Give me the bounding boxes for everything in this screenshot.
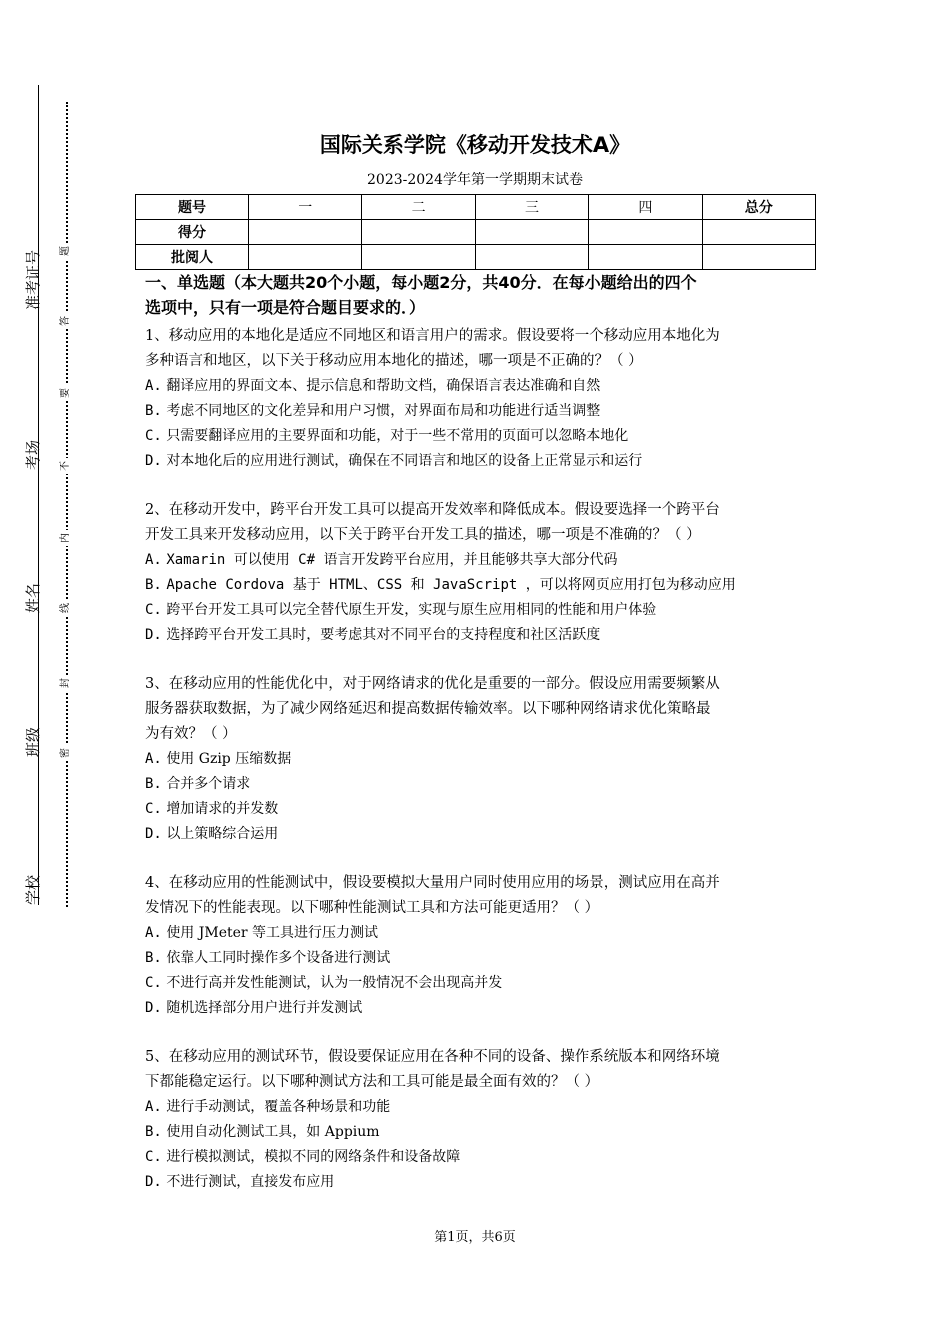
score-table [135, 194, 816, 270]
seal-char: 要 [58, 385, 74, 401]
option-letter: B. [145, 776, 162, 792]
question-stem-line: 开发工具来开发移动应用，以下关于跨平台开发工具的描述，哪一项是不准确的？（ ） [145, 527, 701, 543]
score-header-cell: 二 [362, 195, 475, 220]
question-stem-line: 服务器获取数据，为了减少网络延迟和提高数据传输效率。以下哪种网络请求优化策略最 [145, 701, 711, 717]
option-a[interactable] [145, 921, 815, 946]
score-row [136, 220, 816, 245]
option-b[interactable] [145, 772, 815, 797]
option-letter: C. [145, 602, 162, 618]
option-letter: A. [145, 925, 162, 941]
school-label: 学校 [24, 875, 42, 906]
seal-char: 线 [58, 600, 74, 616]
option-c[interactable] [145, 971, 815, 996]
option-text: Xamarin 可以使用 C# 语言开发跨平台应用，并且能够共享大部分代码 [166, 552, 618, 568]
seal-char: 内 [58, 530, 74, 546]
option-letter: D. [145, 627, 162, 643]
score-header-cell: 一 [249, 195, 362, 220]
grader-cell [475, 245, 588, 270]
option-d[interactable] [145, 822, 815, 847]
option-d[interactable] [145, 623, 815, 648]
option-a[interactable] [145, 1095, 815, 1120]
option-text: 只需要翻译应用的主要界面和功能，对于一些不常用的页面可以忽略本地化 [166, 428, 629, 444]
name-field [14, 568, 50, 628]
grader-cell [589, 245, 702, 270]
score-header-cell: 题号 [136, 195, 249, 220]
option-text: Apache Cordova 基于 HTML、CSS 和 JavaScript ，可以将网页应用打包为移动应用 [166, 577, 736, 593]
option-letter: C. [145, 975, 162, 991]
option-text: 使用 Gzip 压缩数据 [166, 751, 292, 767]
score-table-header-row [136, 195, 816, 220]
option-text: 进行手动测试，覆盖各种场景和功能 [166, 1099, 391, 1115]
name-label: 姓名 [24, 583, 42, 614]
option-text: 增加请求的并发数 [166, 801, 279, 817]
option-text: 选择跨平台开发工具时，要考虑其对不同平台的支持程度和社区活跃度 [166, 627, 601, 643]
seal-char: 题 [58, 243, 74, 259]
score-row-label: 得分 [136, 220, 249, 245]
grader-row [136, 245, 816, 270]
score-cell [475, 220, 588, 245]
section-title-line: 选项中，只有一项是符合题目要求的．） [145, 298, 426, 317]
score-header-cell: 总分 [702, 195, 815, 220]
score-cell [249, 220, 362, 245]
question-2 [145, 498, 815, 648]
score-header-cell: 四 [589, 195, 702, 220]
page-footer: 第1页，共6页 [434, 1230, 516, 1245]
option-text: 以上策略综合运用 [166, 826, 279, 842]
option-letter: C. [145, 801, 162, 817]
option-letter: D. [145, 826, 162, 842]
question-stem-line: 1、移动应用的本地化是适应不同地区和语言用户的需求。假设要将一个移动应用本地化为 [145, 328, 720, 344]
option-b[interactable] [145, 1120, 815, 1145]
question-stem-line: 2、在移动开发中，跨平台开发工具可以提高开发效率和降低成本。假设要选择一个跨平台 [145, 502, 720, 518]
grader-row-label: 批阅人 [136, 245, 249, 270]
option-text: 对本地化后的应用进行测试，确保在不同语言和地区的设备上正常显示和运行 [166, 453, 643, 469]
option-letter: D. [145, 1000, 162, 1016]
option-text: 翻译应用的界面文本、提示信息和帮助文档，确保语言表达准确和自然 [166, 378, 601, 394]
grader-cell [702, 245, 815, 270]
seal-char: 密 [58, 745, 74, 761]
question-stem-line: 3、在移动应用的性能优化中，对于网络请求的优化是重要的一部分。假设应用需要频繁从 [145, 676, 720, 692]
exam-room-label: 考场 [24, 440, 42, 471]
question-5 [145, 1045, 815, 1195]
exam-content [145, 270, 815, 1219]
question-stem-line: 为有效？（ ） [145, 726, 237, 742]
class-field [14, 712, 50, 772]
option-text: 使用自动化测试工具，如 Appium [166, 1124, 380, 1140]
option-letter: A. [145, 378, 162, 394]
option-letter: D. [145, 453, 162, 469]
option-letter: A. [145, 751, 162, 767]
exam-subtitle: 2023-2024学年第一学期期末试卷 [367, 172, 583, 188]
option-text: 进行模拟测试，模拟不同的网络条件和设备故障 [166, 1149, 461, 1165]
question-stem-line: 4、在移动应用的性能测试中，假设要模拟大量用户同时使用应用的场景，测试应用在高并 [145, 875, 720, 891]
option-text: 不进行高并发性能测试，认为一般情况不会出现高并发 [166, 975, 503, 991]
option-a[interactable] [145, 374, 815, 399]
section-title-line: 一、单选题（本大题共20个小题，每小题2分，共40分．在每小题给出的四个 [145, 273, 697, 292]
option-text: 随机选择部分用户进行并发测试 [166, 1000, 363, 1016]
option-letter: D. [145, 1174, 162, 1190]
score-cell [362, 220, 475, 245]
option-letter: B. [145, 950, 162, 966]
option-text: 不进行测试，直接发布应用 [166, 1174, 335, 1190]
option-c[interactable] [145, 1145, 815, 1170]
question-stem-line: 5、在移动应用的测试环节，假设要保证应用在各种不同的设备、操作系统版本和网络环境 [145, 1049, 720, 1065]
option-a[interactable] [145, 747, 815, 772]
option-a[interactable] [145, 548, 815, 573]
option-d[interactable] [145, 996, 815, 1021]
seal-char: 封 [58, 675, 74, 691]
section-title [145, 270, 815, 320]
option-letter: A. [145, 1099, 162, 1115]
question-4 [145, 871, 815, 1021]
question-1 [145, 324, 815, 474]
school-field [14, 860, 50, 920]
option-text: 依靠人工同时操作多个设备进行测试 [166, 950, 391, 966]
exam-title: 国际关系学院《移动开发技术A》 [319, 133, 631, 157]
score-cell [589, 220, 702, 245]
option-c[interactable] [145, 598, 815, 623]
grader-cell [362, 245, 475, 270]
exam-number-label: 准考证号 [24, 249, 42, 310]
question-stem-line: 多种语言和地区，以下关于移动应用本地化的描述，哪一项是不正确的？（ ） [145, 353, 643, 369]
option-text: 跨平台开发工具可以完全替代原生开发，实现与原生应用相同的性能和用户体验 [166, 602, 657, 618]
option-d[interactable] [145, 1170, 815, 1195]
score-cell [702, 220, 815, 245]
option-text: 考虑不同地区的文化差异和用户习惯，对界面布局和功能进行适当调整 [166, 403, 601, 419]
option-b[interactable] [145, 399, 815, 424]
option-c[interactable] [145, 424, 815, 449]
question-3 [145, 672, 815, 847]
question-stem-line: 下都能稳定运行。以下哪种测试方法和工具可能是最全面有效的？（ ） [145, 1074, 600, 1090]
option-letter: B. [145, 403, 162, 419]
option-letter: A. [145, 552, 162, 568]
option-text: 合并多个请求 [166, 776, 251, 792]
option-letter: C. [145, 1149, 162, 1165]
binding-line [38, 85, 39, 905]
option-letter: C. [145, 428, 162, 444]
seal-char: 答 [58, 313, 74, 329]
seal-char: 不 [58, 458, 74, 474]
option-text: 使用 JMeter 等工具进行压力测试 [166, 925, 379, 941]
option-c[interactable] [145, 797, 815, 822]
option-d[interactable] [145, 449, 815, 474]
question-stem-line: 发情况下的性能表现。以下哪种性能测试工具和方法可能更适用？（ ） [145, 900, 600, 916]
grader-cell [249, 245, 362, 270]
exam-number-field [14, 250, 50, 310]
score-header-cell: 三 [475, 195, 588, 220]
option-b[interactable] [145, 946, 815, 971]
exam-room-field [14, 425, 50, 485]
option-b[interactable] [145, 573, 815, 598]
option-letter: B. [145, 1124, 162, 1140]
class-label: 班级 [24, 727, 42, 758]
seal-dotted-line [66, 102, 68, 907]
option-letter: B. [145, 577, 162, 593]
